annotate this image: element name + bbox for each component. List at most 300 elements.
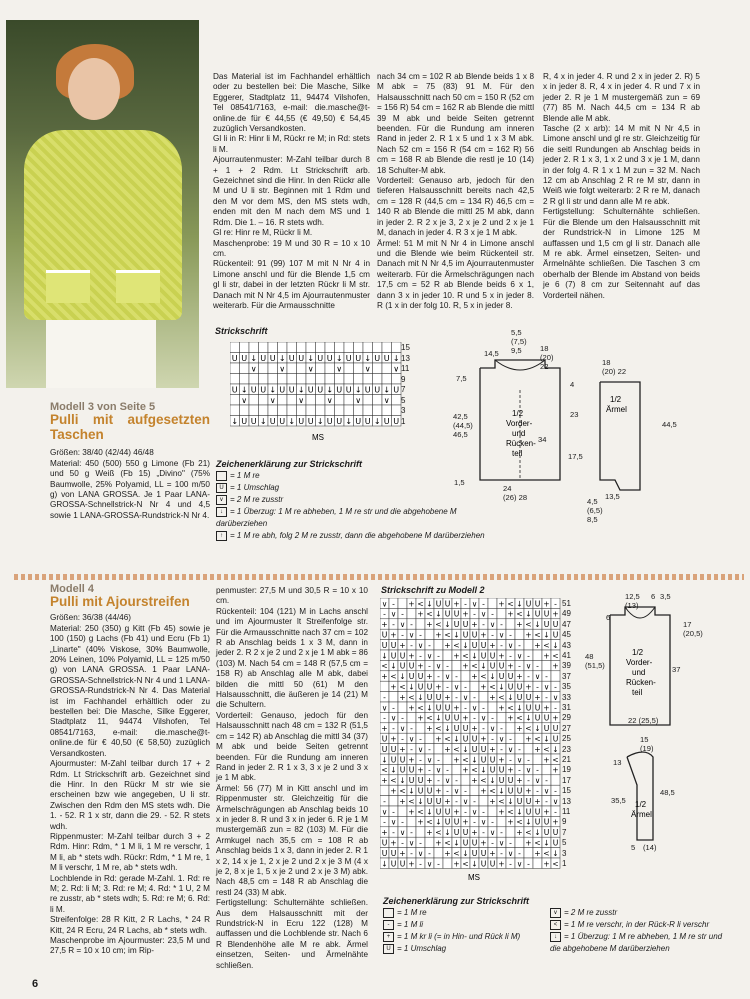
chart-symbol: ↓: [381, 755, 388, 765]
chart-symbol: ↓: [269, 385, 277, 395]
chart-symbol: ∨: [408, 734, 415, 744]
row-number: 33: [562, 692, 571, 702]
model4-legend-right: [550, 907, 730, 955]
chart-symbol: U: [336, 385, 343, 395]
chart-symbol: ∨: [390, 817, 397, 827]
chart-symbol: U: [417, 786, 424, 796]
chart-symbol: U: [453, 828, 460, 838]
chart-symbol: ∨: [525, 765, 532, 775]
chart-symbol: +: [381, 672, 388, 682]
chart-symbol: +: [435, 630, 442, 640]
chart-symbol: U: [317, 385, 324, 395]
chart-symbol: U: [390, 640, 397, 650]
chart-symbol: ↓: [435, 609, 442, 619]
chart-symbol: ↓: [516, 703, 523, 713]
chart-symbol: U: [269, 353, 276, 363]
m3-sl-dim-4: 4: [570, 380, 575, 389]
chart-symbol: ↓: [345, 416, 353, 426]
chart-symbol: U: [507, 682, 514, 692]
chart-symbol: +: [507, 713, 514, 723]
chart-symbol: +: [426, 620, 433, 630]
chart-symbol: U: [525, 796, 532, 806]
chart-symbol: ∨: [489, 620, 496, 630]
chart-symbol: +: [390, 734, 397, 744]
chart-symbol: U: [543, 817, 550, 827]
m3-sl-dim-45: 4,5 (6,5) 8,5: [587, 497, 603, 524]
chart-symbol: <: [534, 630, 541, 640]
chart-cell: [344, 405, 354, 416]
chart-symbol: -: [401, 713, 404, 723]
chart-symbol: U: [462, 620, 469, 630]
model4-chart-title: Strickschrift zu Modell 2: [381, 585, 485, 595]
legend-item: ∨ = 2 M re zusstr: [550, 907, 730, 919]
chart-symbol: ↓: [525, 713, 532, 723]
row-number: 21: [562, 755, 571, 764]
chart-symbol: <: [381, 661, 388, 671]
chart-symbol: +: [417, 765, 424, 775]
chart-symbol: +: [543, 859, 550, 869]
row-number: 5: [401, 395, 406, 405]
chart-symbol: ↓: [417, 796, 424, 806]
chart-symbol: -: [500, 744, 503, 754]
knit-icon: [383, 908, 394, 918]
chart-cell: [524, 848, 533, 858]
chart-symbol: U: [516, 692, 523, 702]
chart-symbol: +: [399, 796, 406, 806]
chart-symbol: U: [345, 353, 352, 363]
m3-sl-dim-175: 17,5: [568, 452, 583, 461]
chart-cell: [373, 395, 383, 406]
chart-cell: [416, 723, 425, 733]
chart-symbol: ∨: [480, 609, 487, 619]
chart-symbol: U: [390, 744, 397, 754]
chart-cell: [354, 405, 364, 416]
row-number: 39: [562, 661, 571, 671]
chart-symbol: -: [536, 661, 539, 671]
chart-symbol: +: [534, 796, 541, 806]
m3-dim-75: 7,5: [456, 374, 467, 383]
chart-symbol: ↓: [462, 744, 469, 754]
chart-symbol: -: [428, 765, 431, 775]
chart-symbol: U: [489, 765, 496, 775]
chart-symbol: U: [462, 734, 469, 744]
chart-cell: [344, 363, 354, 374]
chart-symbol: U: [534, 807, 541, 817]
chart-symbol: U: [298, 353, 305, 363]
chart-symbol: -: [473, 817, 476, 827]
svg-text:Rücken-: Rücken-: [506, 439, 536, 448]
chart-symbol: +: [489, 744, 496, 754]
chart-symbol: <: [516, 609, 523, 619]
yarn-over-icon: U: [216, 483, 227, 493]
model3-tag: Modell 3 von Seite 5: [50, 401, 156, 413]
chart-symbol: ↓: [507, 692, 514, 702]
m4-dim-35: 3,5: [660, 592, 671, 601]
chart-symbol: -: [491, 817, 494, 827]
chart-symbol: U: [279, 416, 286, 426]
chart-symbol: <: [480, 672, 487, 682]
chart-cell: [287, 405, 297, 416]
chart-symbol: U: [435, 692, 442, 702]
m3-dim-425: 42,5 (44,5) 46,5: [453, 412, 473, 439]
model3-ms-label: MS: [312, 433, 324, 442]
chart-symbol: <: [444, 630, 451, 640]
chart-cell: [542, 764, 551, 774]
chart-symbol: +: [498, 859, 505, 869]
chart-symbol: +: [444, 640, 451, 650]
chart-symbol: +: [480, 682, 487, 692]
chart-symbol: U: [279, 385, 286, 395]
chart-symbol: -: [500, 640, 503, 650]
chart-cell: [316, 342, 326, 353]
chart-cell: [363, 405, 373, 416]
chart-symbol: +: [534, 640, 541, 650]
chart-cell: [363, 342, 373, 353]
chart-cell: [382, 342, 392, 353]
chart-symbol: ∨: [435, 661, 442, 671]
chart-symbol: U: [444, 609, 451, 619]
m3-dim-34: 34: [538, 435, 547, 444]
chart-cell: [287, 395, 297, 406]
chart-symbol: U: [231, 385, 238, 395]
chart-symbol: +: [435, 786, 442, 796]
row-number: 37: [562, 671, 571, 681]
row-number: 23: [562, 744, 571, 754]
chart-symbol: ↓: [534, 828, 541, 838]
chart-symbol: ∨: [435, 765, 442, 775]
chart-symbol: +: [507, 609, 514, 619]
chart-symbol: U: [399, 755, 406, 765]
chart-symbol: U: [381, 734, 388, 744]
chart-symbol: U: [552, 630, 559, 640]
chart-symbol: +: [471, 620, 478, 630]
chart-symbol: -: [473, 609, 476, 619]
chart-symbol: -: [527, 776, 530, 786]
chart-symbol: U: [241, 416, 248, 426]
chart-symbol: -: [437, 859, 440, 869]
chart-symbol: U: [444, 807, 451, 817]
chart-symbol: +: [552, 661, 559, 671]
chart-symbol: ∨: [426, 859, 433, 869]
chart-symbol: U: [552, 734, 559, 744]
chart-symbol: U: [374, 353, 381, 363]
chart-symbol: +: [543, 703, 550, 713]
row-number: 49: [562, 609, 571, 619]
chart-symbol: U: [399, 765, 406, 775]
chart-symbol: +: [462, 609, 469, 619]
chart-symbol: <: [408, 692, 415, 702]
chart-symbol: <: [507, 807, 514, 817]
chart-symbol: -: [383, 713, 386, 723]
model3-col3: nach 34 cm = 102 R ab Blende beids 1 x 8 M abk = 75 (83) 91 M. Für den Halsausschnitt nach 50 cm = 150 R (52 cm = 156 R) 54 cm = 162 R ab Blende die mittl 39 M abk und beide Seiten getrennt beenden. Für die Rundung am inneren Rand in jeder 2. R 1 x 5 und 1 x 3 M abk. Nach 52 cm = 156 R (54 cm = 162 R) 56 cm = 168 R ab Blende die restl je 10 (14) 18 Schulter-M abk. Vorderteil: Genauso arb, jedoch für den tieferen Halsausschnitt bereits nach 42,5 cm = 128 R (44,5 cm = 134 R) 46,5 cm = 140 R ab Blende die mittl 25 M abk, dann in jeder 2. R 2 x je 3, 2 x je 2 und 2 x je 1 M, danach in jeder 4. R 3 x je 1 M abk. Ärmel: 51 M mit N Nr 4 in Limone anschl und die Blende wie beim Rückenteil str. Danach mit N Nr 4,5 im Ajourrautenmuster weiterarb. Für die Ärmelschrägungen nach 17,5 cm = 52 R ab Blende beids 6 x 1, dann 3 x in jeder 10. R und 5 x in jeder 8. R (1 x in der folg 10. R, 5 x in jeder 8.: [377, 72, 535, 310]
chart-symbol: -: [455, 692, 458, 702]
chart-cell: [230, 342, 240, 353]
chart-symbol: +: [381, 620, 388, 630]
chart-cell: [533, 650, 542, 660]
chart-symbol: ↓: [399, 776, 406, 786]
chart-symbol: ∨: [471, 807, 478, 817]
chart-symbol: ∨: [534, 672, 541, 682]
chart-symbol: +: [525, 786, 532, 796]
chart-symbol: <: [552, 755, 559, 765]
chart-symbol: ↓: [259, 416, 267, 426]
chart-symbol: -: [383, 796, 386, 806]
chart-symbol: U: [534, 599, 541, 609]
chart-symbol: +: [543, 651, 550, 661]
chart-symbol: +: [453, 755, 460, 765]
chart-cell: [230, 374, 240, 385]
chart-symbol: ↓: [552, 640, 559, 650]
chart-symbol: U: [417, 682, 424, 692]
chart-cell: [461, 671, 470, 681]
chart-symbol: +: [471, 776, 478, 786]
chart-symbol: ↓: [326, 385, 334, 395]
chart-symbol: -: [518, 661, 521, 671]
chart-symbol: U: [390, 755, 397, 765]
chart-symbol: ∨: [417, 848, 424, 858]
model-photo: [6, 20, 199, 388]
chart-symbol: <: [426, 713, 433, 723]
chart-symbol: U: [241, 353, 248, 363]
chart-symbol: ∨: [552, 796, 559, 806]
chart-symbol: +: [489, 796, 496, 806]
chart-symbol: <: [525, 828, 532, 838]
chart-cell: [259, 374, 269, 385]
chart-cell: [551, 775, 560, 785]
chart-symbol: <: [453, 848, 460, 858]
chart-symbol: <: [543, 640, 550, 650]
chart-symbol: U: [489, 661, 496, 671]
chart-symbol: U: [444, 599, 451, 609]
chart-symbol: U: [399, 661, 406, 671]
chart-symbol: ∨: [444, 776, 451, 786]
chart-cell: [380, 785, 389, 795]
chart-symbol: -: [428, 661, 431, 671]
model4-legend-left: [383, 895, 553, 955]
chart-symbol: +: [453, 859, 460, 869]
chart-symbol: +: [381, 724, 388, 734]
svg-text:1/2: 1/2: [610, 395, 622, 404]
chart-symbol: U: [471, 640, 478, 650]
chart-cell: [354, 342, 364, 353]
chart-symbol: -: [509, 734, 512, 744]
chart-symbol: -: [383, 817, 386, 827]
chart-symbol: +: [390, 630, 397, 640]
chart-cell: [497, 816, 506, 826]
chart-symbol: -: [500, 620, 503, 630]
row-number: 9: [401, 374, 406, 384]
chart-symbol: ∨: [393, 364, 400, 374]
chart-symbol: U: [364, 416, 371, 426]
chart-symbol: ∨: [516, 859, 523, 869]
chart-symbol: +: [453, 807, 460, 817]
chart-symbol: ↓: [489, 672, 496, 682]
chart-symbol: -: [482, 828, 485, 838]
chart-symbol: ∨: [426, 755, 433, 765]
chart-symbol: ∨: [480, 713, 487, 723]
chart-cell: [344, 395, 354, 406]
chart-symbol: ↓: [408, 682, 415, 692]
chart-symbol: +: [435, 734, 442, 744]
m3-sl-dim-23: 23: [570, 410, 579, 419]
chart-cell: [259, 405, 269, 416]
chart-symbol: -: [401, 630, 404, 640]
chart-symbol: U: [525, 692, 532, 702]
chart-symbol: U: [462, 724, 469, 734]
chart-symbol: U: [462, 828, 469, 838]
chart-cell: [249, 405, 259, 416]
chart-symbol: ↓: [552, 744, 559, 754]
chart-symbol: ∨: [298, 395, 305, 405]
chart-symbol: +: [471, 724, 478, 734]
chart-symbol: -: [545, 776, 548, 786]
chart-symbol: <: [462, 651, 469, 661]
chart-cell: [407, 608, 416, 618]
m4-sl-dim-355: 35,5: [611, 796, 626, 805]
chart-symbol: U: [453, 724, 460, 734]
chart-symbol: -: [536, 786, 539, 796]
chart-symbol: +: [399, 744, 406, 754]
chart-symbol: +: [516, 620, 523, 630]
chart-symbol: ↓: [417, 692, 424, 702]
chart-symbol: +: [489, 848, 496, 858]
m3-sl-dim-18: 18 (20) 22: [602, 358, 627, 376]
chart-symbol: U: [374, 385, 381, 395]
yarn-over-icon: U: [383, 944, 394, 954]
chart-symbol: +: [543, 755, 550, 765]
chart-symbol: +: [507, 765, 514, 775]
chart-symbol: ∨: [534, 776, 541, 786]
chart-symbol: <: [462, 859, 469, 869]
chart-cell: [287, 342, 297, 353]
chart-symbol: <: [444, 838, 451, 848]
chart-symbol: U: [525, 807, 532, 817]
chart-symbol: <: [444, 734, 451, 744]
chart-symbol: ∨: [525, 661, 532, 671]
row-number: 1: [401, 416, 406, 426]
chart-symbol: U: [390, 859, 397, 869]
model3-col2: Das Material ist im Fachhandel erhältlich oder zu bestellen bei: Die Masche, Silke Eggerer, Stadtplatz 11, 94474 Vilshofen, Tel 08541/7163, e-mail: die.masche@t-online.de für € 44,55 (€ 49,50) € 54,45 zuzüglich Versandkosten. Gl li in R: Hinr li M, Rückr re M; in Rd: stets li M. Ajourrautenmuster: M-Zahl teilbar durch 8 + 1 + 2 Rdm. Lt Strickschrift arb. Gezeichnet sind die Hinr. In den Rückr alle M und U li str. Beginnen mit 1 Rdm und den M vor dem MS, den MS stets wdh, enden mit den M nach dem MS und 1 Rdm. Die 1. – 16. R stets wdh. Gl re: Hinr re M, Rückr li M. Maschenprobe: 19 M und 30 R = 10 x 10 cm. Rückenteil: 91 (99) 107 M mit N Nr 4 in Limone anschl und für die Blende 1,5 cm gl li str, dabei in der letzten Rückr li M str. Danach mit N Nr 4,5 im Ajourrautenmuster weiterarb. Für die Armausschnitte: [213, 72, 370, 310]
chart-cell: [407, 712, 416, 722]
chart-symbol: <: [543, 848, 550, 858]
chart-symbol: -: [392, 620, 395, 630]
svg-text:Ärmel: Ärmel: [606, 405, 627, 414]
chart-cell: [515, 629, 524, 639]
chart-symbol: +: [453, 599, 460, 609]
chart-cell: [297, 374, 307, 385]
row-number: 15: [401, 343, 410, 352]
chart-symbol: ↓: [453, 734, 460, 744]
chart-symbol: ↓: [381, 651, 388, 661]
chart-symbol: ∨: [399, 724, 406, 734]
chart-symbol: U: [250, 416, 257, 426]
m4-sl-dim-13: 13: [613, 758, 622, 767]
chart-symbol: -: [491, 713, 494, 723]
chart-symbol: -: [437, 755, 440, 765]
chart-symbol: -: [455, 796, 458, 806]
chart-symbol: +: [552, 817, 559, 827]
chart-cell: [488, 702, 497, 712]
chart-symbol: +: [462, 765, 469, 775]
chart-cell: [335, 374, 345, 385]
chart-symbol: +: [444, 744, 451, 754]
chart-symbol: -: [392, 599, 395, 609]
chart-symbol: U: [399, 859, 406, 869]
chart-symbol: +: [426, 672, 433, 682]
m4-dim-6: 6: [651, 592, 656, 601]
chart-symbol: +: [444, 692, 451, 702]
chart-symbol: ↓: [453, 630, 460, 640]
chart-symbol: U: [307, 385, 314, 395]
chart-symbol: +: [480, 786, 487, 796]
chart-symbol: -: [518, 744, 521, 754]
chart-symbol: ∨: [417, 744, 424, 754]
model3-title: Pulli mit aufgesetzten Taschen: [50, 412, 210, 443]
chart-cell: [278, 405, 288, 416]
chart-cell: [470, 785, 479, 795]
chart-symbol: -: [437, 776, 440, 786]
chart-symbol: U: [516, 796, 523, 806]
chart-symbol: <: [498, 692, 505, 702]
chart-symbol: <: [390, 776, 397, 786]
chart-symbol: U: [444, 713, 451, 723]
chart-cell: [479, 796, 488, 806]
chart-cell: [382, 405, 392, 416]
chart-symbol: ↓: [426, 599, 433, 609]
chart-symbol: ∨: [383, 395, 390, 405]
model4-ms-label: MS: [468, 873, 480, 882]
chart-symbol: ∨: [552, 692, 559, 702]
chart-cell: [425, 629, 434, 639]
chart-symbol: U: [250, 385, 257, 395]
chart-symbol: +: [408, 599, 415, 609]
chart-symbol: +: [417, 661, 424, 671]
chart-symbol: U: [393, 416, 400, 426]
chart-cell: [533, 754, 542, 764]
chart-cell: [249, 395, 259, 406]
chart-cell: [249, 342, 259, 353]
chart-symbol: U: [435, 703, 442, 713]
chart-symbol: ↓: [278, 353, 286, 363]
garter-purl-icon: +: [383, 932, 394, 942]
chart-symbol: -: [527, 672, 530, 682]
chart-symbol: ↓: [392, 353, 400, 363]
svg-text:1/2: 1/2: [512, 409, 524, 418]
chart-symbol: U: [231, 353, 238, 363]
chart-symbol: -: [455, 776, 458, 786]
chart-symbol: U: [543, 828, 550, 838]
chart-symbol: ∨: [507, 744, 514, 754]
m4-dim-22: 22 (25,5): [628, 716, 659, 725]
chart-cell: [306, 374, 316, 385]
chart-symbol: -: [554, 599, 557, 609]
chart-symbol: ↓: [373, 416, 381, 426]
chart-symbol: ∨: [250, 364, 257, 374]
chart-symbol: <: [426, 609, 433, 619]
face-shape: [68, 58, 120, 120]
legend-item: U = 1 Umschlag: [383, 943, 553, 955]
model3-materials: Größen: 38/40 (42/44) 46/48 Material: 450 (500) 550 g Limone (Fb 21) und 50 g Weiß (Fb 15) „Divino" (75% Baumwolle, 25% Polyamid, LL = 100 m/50 g) von LANA GROSSA. Je 1 Paar LANA-GROSSA-Schnellstrick-N Nr 4 und 4,5 sowie 1 LANA-GROSSA-Rundstrick-N Nr 4.: [50, 448, 210, 520]
model3-sleeve-schematic: [580, 370, 660, 510]
chart-symbol: +: [471, 672, 478, 682]
model4-knitting-chart: [380, 598, 565, 888]
chart-symbol: U: [260, 385, 267, 395]
m4-sl-dim-5: 5: [631, 843, 636, 852]
chart-symbol: -: [545, 692, 548, 702]
chart-symbol: ∨: [390, 713, 397, 723]
chart-cell: [354, 363, 364, 374]
chart-cell: [268, 374, 278, 385]
